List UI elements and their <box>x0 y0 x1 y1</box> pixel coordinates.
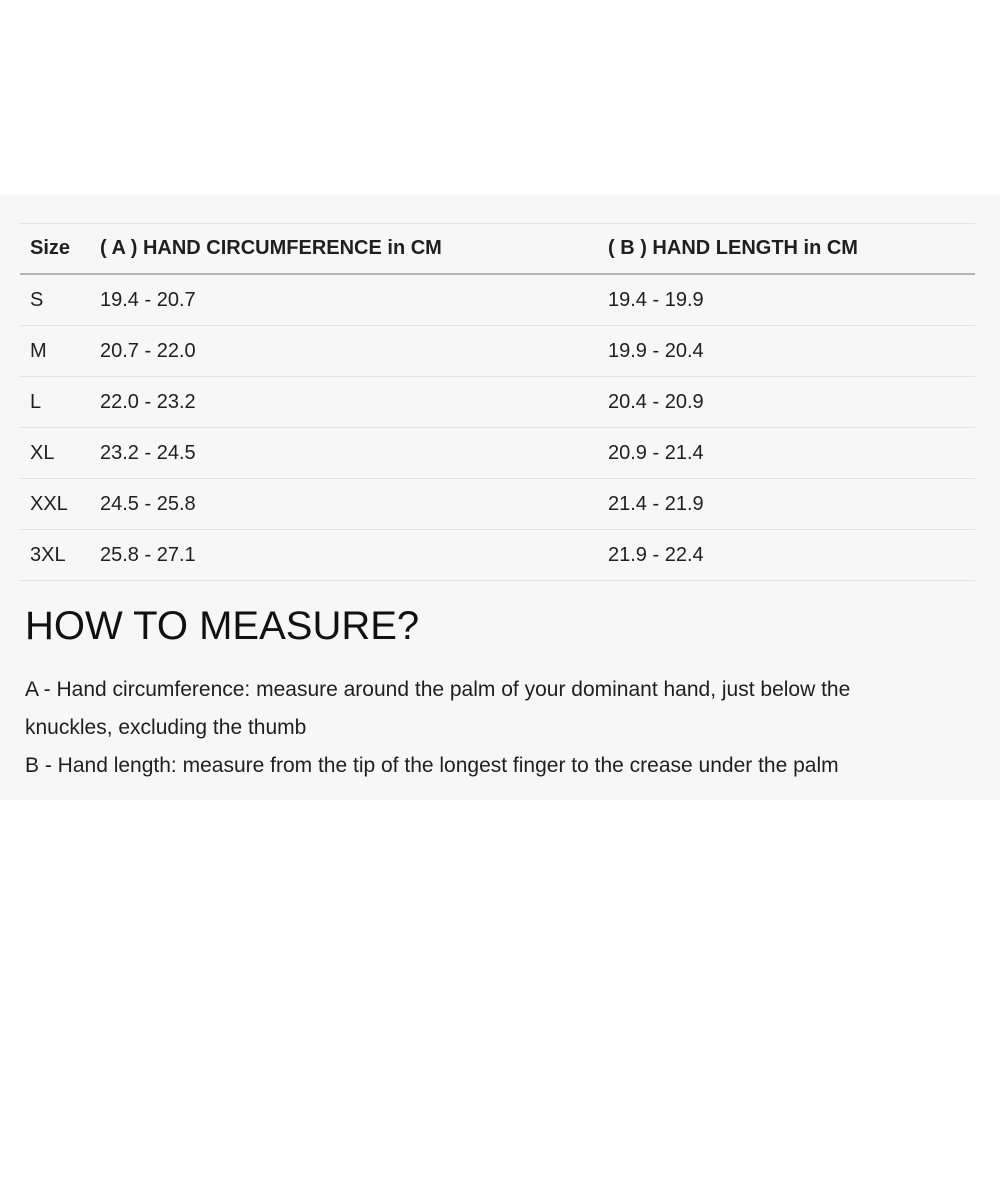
measure-instructions <box>25 671 935 785</box>
table-row-m <box>20 326 975 377</box>
size-cell: S <box>30 288 44 311</box>
size-table <box>20 223 975 581</box>
column-header-hand-length: ( B ) HAND LENGTH in CM <box>608 237 858 259</box>
column-header-size: Size <box>30 237 71 259</box>
circumference-cell: 25.8 - 27.1 <box>100 543 196 566</box>
size-table-header-row <box>20 223 975 275</box>
circumference-cell: 19.4 - 20.7 <box>100 288 196 311</box>
circumference-cell: 23.2 - 24.5 <box>100 441 196 464</box>
circumference-cell: 20.7 - 22.0 <box>100 339 196 362</box>
table-row-l <box>20 377 975 428</box>
instruction-hand-circumference: A - Hand circumference: measure around the palm of your dominant hand, just below the knuckles, excluding the thumb <box>25 678 851 739</box>
length-cell: 19.4 - 19.9 <box>608 288 704 311</box>
how-to-measure-heading: HOW TO MEASURE? <box>25 604 420 648</box>
circumference-cell: 22.0 - 23.2 <box>100 390 196 413</box>
column-header-hand-circumference: ( A ) HAND CIRCUMFERENCE in CM <box>100 237 442 259</box>
table-row-3xl <box>20 530 975 581</box>
length-cell: 20.9 - 21.4 <box>608 441 704 464</box>
length-cell: 20.4 - 20.9 <box>608 390 704 413</box>
length-cell: 19.9 - 20.4 <box>608 339 704 362</box>
size-cell: L <box>30 390 42 413</box>
table-row-xxl <box>20 479 975 530</box>
instruction-hand-length: B - Hand length: measure from the tip of the longest finger to the crease under the palm <box>25 754 839 777</box>
circumference-cell: 24.5 - 25.8 <box>100 492 196 515</box>
size-cell: M <box>30 339 47 362</box>
size-cell: XXL <box>30 492 68 515</box>
length-cell: 21.4 - 21.9 <box>608 492 704 515</box>
table-row-xl <box>20 428 975 479</box>
size-cell: XL <box>30 441 55 464</box>
size-chart-panel <box>0 195 1000 800</box>
size-cell: 3XL <box>30 543 66 566</box>
table-row-s <box>20 275 975 326</box>
length-cell: 21.9 - 22.4 <box>608 543 704 566</box>
